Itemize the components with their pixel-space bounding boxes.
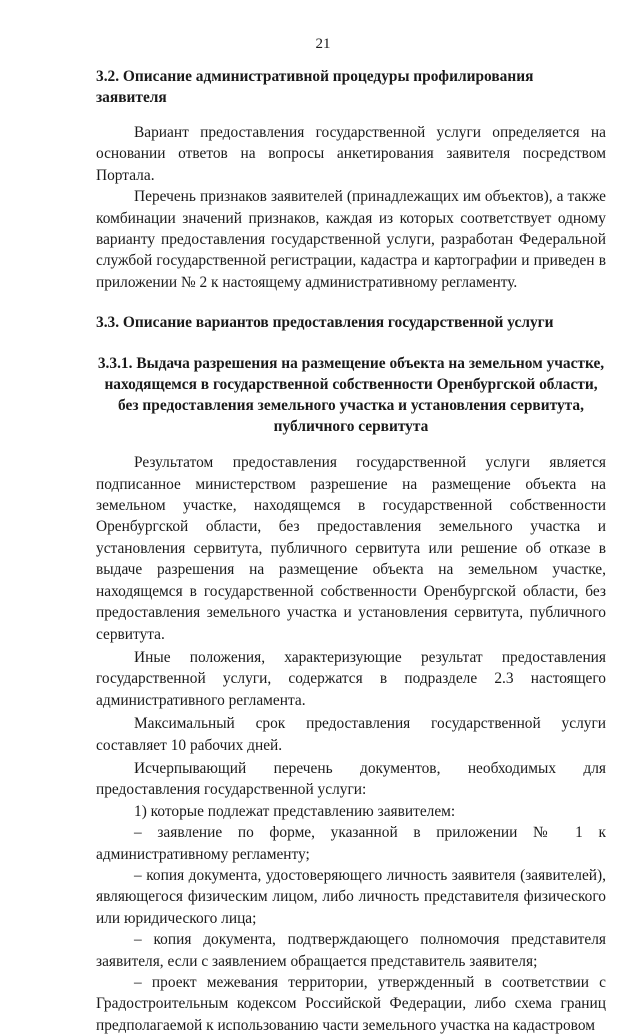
section-3-2-heading: 3.2. Описание административной процедуры профилирования заявителя: [96, 68, 534, 106]
list-item: – копия документа, удостоверяющего личность заявителя (заявителей), являющегося физическим лицом, либо личность представителя физического или юридического лица;: [96, 866, 606, 927]
paragraph: Максимальный срок предоставления государственной услуги составляет 10 рабочих дней.: [96, 715, 606, 754]
paragraph: Вариант предоставления государственной услуги определяется на основании ответов на вопросы анкетирования заявителя посредством Портала.: [96, 124, 606, 184]
list-item: – копия документа, подтверждающего полномочия представителя заявителя, если с заявлением обращается представитель заявителя;: [96, 931, 606, 970]
section-3-3-1-heading: 3.3.1. Выдача разрешения на размещение объекта на земельном участке, находящемся в государственной собственности Оренбургской области, без предоставления земельного участка и установления сервитута, публичного сервитута: [97, 355, 605, 436]
section-3-3-heading: 3.3. Описание вариантов предоставления государственной услуги: [96, 314, 554, 332]
list-item: 1) которые подлежат представлению заявителем:: [134, 802, 456, 820]
paragraph: Исчерпывающий перечень документов, необходимых для предоставления государственной услуги:: [96, 759, 606, 799]
list-item: – заявление по форме, указанной в приложении № 1 к административному регламенту;: [96, 824, 606, 863]
page-number: 21: [315, 36, 331, 52]
paragraph: Иные положения, характеризующие результат предоставления государственной услуги, содержатся в подразделе 2.3 настоящего административного регламента.: [96, 648, 606, 709]
list-item: – проект межевания территории, утвержденный в соответствии с Градостроительным кодексом Российской Федерации, либо схема границ предполагаемой к использованию части земельного участка на кадастровом: [96, 974, 606, 1034]
paragraph: Перечень признаков заявителей (принадлежащих им объектов), а также комбинации значений признаков, каждая из которых соответствует одному варианту предоставления государственной услуги, разработан Федеральной службой государственной регистрации, кадастра и картографии и приведен в приложении № 2 к настоящему административному регламенту.: [96, 188, 606, 291]
paragraph: Результатом предоставления государственной услуги является подписанное министерством разрешение на размещение объекта на земельном участке, находящемся в государственной собственности Оренбургской области, без предоставления земельного участка и установления сервитута, публичного сервитута или решение об отказе в выдаче разрешения на размещение объекта на земельном участке, находящемся в государственной собственности Оренбургской области, без предоставления земельного участка и установления сервитута, публичного сервитута.: [96, 454, 606, 643]
